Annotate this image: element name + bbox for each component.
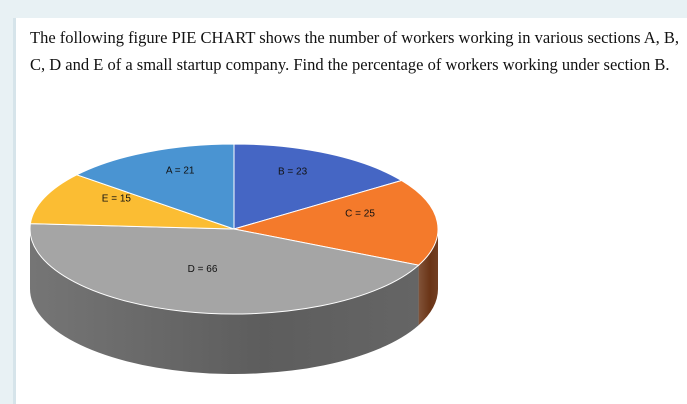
pie-top-faces [30, 144, 438, 314]
slice-label-D: D = 66 [187, 264, 218, 276]
slice-label-E: E = 15 [101, 193, 132, 205]
slice-label-A: A = 21 [165, 165, 195, 177]
slice-label-B: B = 23 [277, 166, 308, 178]
slice-label-C: C = 25 [345, 208, 375, 220]
question-text: The following figure PIE CHART shows the number of workers working in various sections A, B, C, D and E of a small startup company. Find the percentage of workers working under section B. [30, 28, 680, 74]
